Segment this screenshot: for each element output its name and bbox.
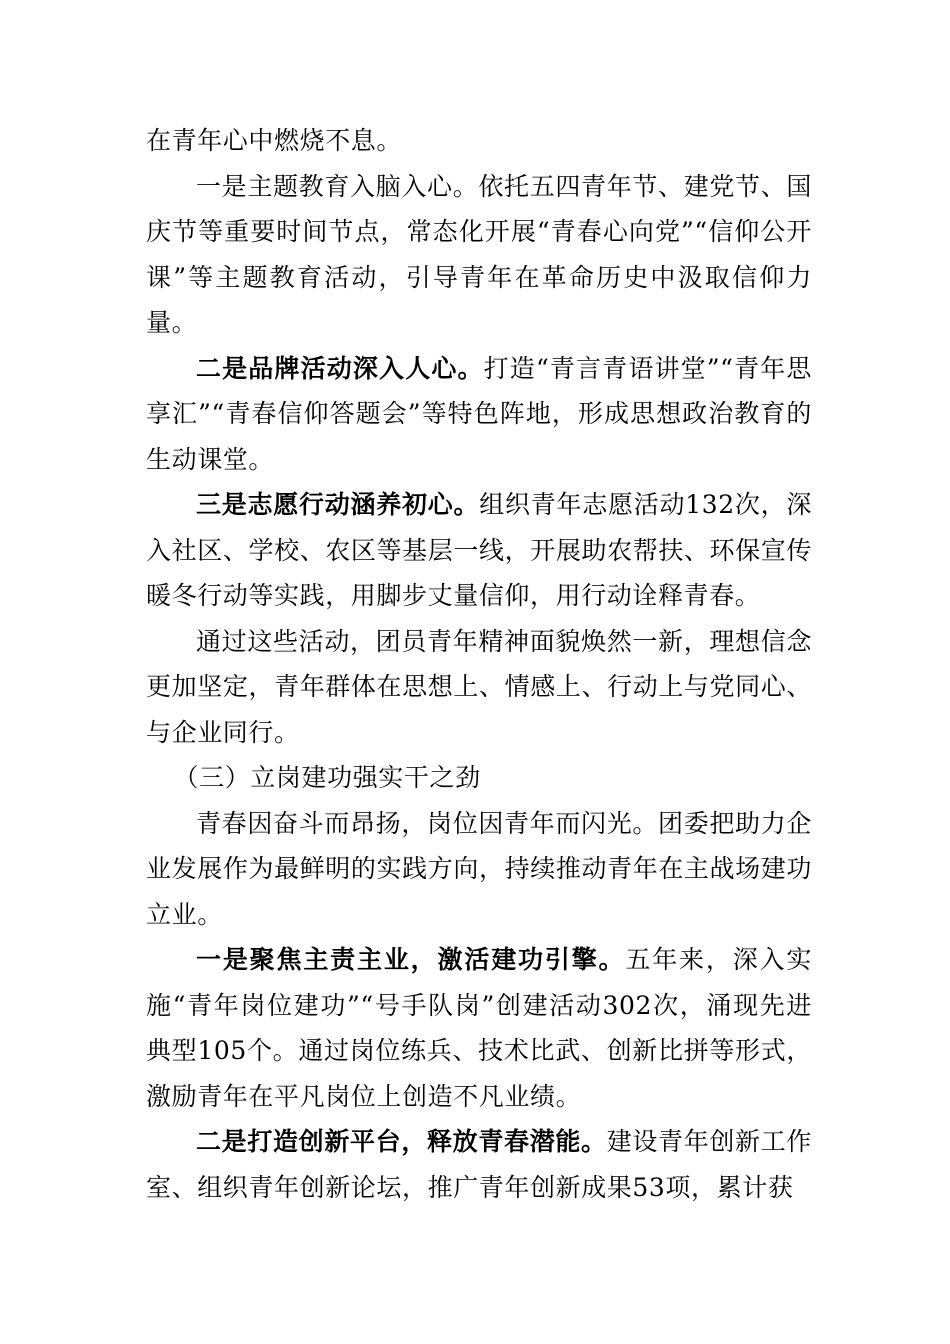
paragraph-lead: 二是打造创新平台，释放青春潜能。 bbox=[196, 1127, 607, 1156]
paragraph-main-business bbox=[146, 937, 812, 1119]
section-heading bbox=[146, 755, 812, 801]
paragraph-text: 在青年心中燃烧不息。 bbox=[146, 126, 403, 155]
paragraph-text: 组织青年志愿活动132次，深入社区、学校、农区等基层一线，开展助农帮扶、环保宣传暖冬行动等实践，用脚步丈量信仰，用行动诠释青春。 bbox=[146, 490, 812, 610]
paragraph-lead: 二是品牌活动深入人心。 bbox=[196, 353, 484, 383]
paragraph-summary bbox=[146, 619, 812, 756]
paragraph-text: 青春因奋斗而昂扬，岗位因青年而闪光。团委把助力企业发展作为最鲜明的实践方向，持续推动青年在主战场建功立业。 bbox=[146, 808, 812, 929]
paragraph-brand-activities bbox=[146, 346, 812, 483]
heading-text: （三）立岗建功强实干之劲 bbox=[173, 763, 481, 792]
paragraph-innovation-platform bbox=[146, 1119, 812, 1210]
paragraph-text: 打造“青言青语讲堂”“青年思享汇”“青春信仰答题会”等特色阵地，形成思想政治教育的生动课堂。 bbox=[146, 353, 812, 474]
paragraph-theme-education bbox=[146, 164, 812, 346]
paragraph-volunteer-action bbox=[146, 482, 812, 619]
paragraph-lead: 三是志愿行动涵养初心。 bbox=[196, 490, 480, 519]
document-body bbox=[146, 118, 812, 1210]
paragraph-lead: 一是聚焦主责主业，激活建功引擎。 bbox=[196, 945, 626, 974]
paragraph-text: 五年来，深入实施“青年岗位建功”“号手队岗”创建活动302次，涌现先进典型105个。通过岗位练兵、技术比武、创新比拼等形式，激励青年在平凡岗位上创造不凡业绩。 bbox=[146, 945, 812, 1111]
paragraph-text: 建设青年创新工作室、组织青年创新论坛，推广青年创新成果53项，累计获 bbox=[146, 1127, 812, 1202]
paragraph-continuation bbox=[146, 118, 812, 164]
paragraph-text: 通过这些活动，团员青年精神面貌焕然一新，理想信念更加坚定，青年群体在思想上、情感上、行动上与党同心、与企业同行。 bbox=[146, 626, 812, 747]
paragraph-section-intro bbox=[146, 801, 812, 938]
paragraph-text: 一是主题教育入脑入心。依托五四青年节、建党节、国庆节等重要时间节点，常态化开展“青春心向党”“信仰公开课”等主题教育活动，引导青年在革命历史中汲取信仰力量。 bbox=[146, 171, 812, 337]
